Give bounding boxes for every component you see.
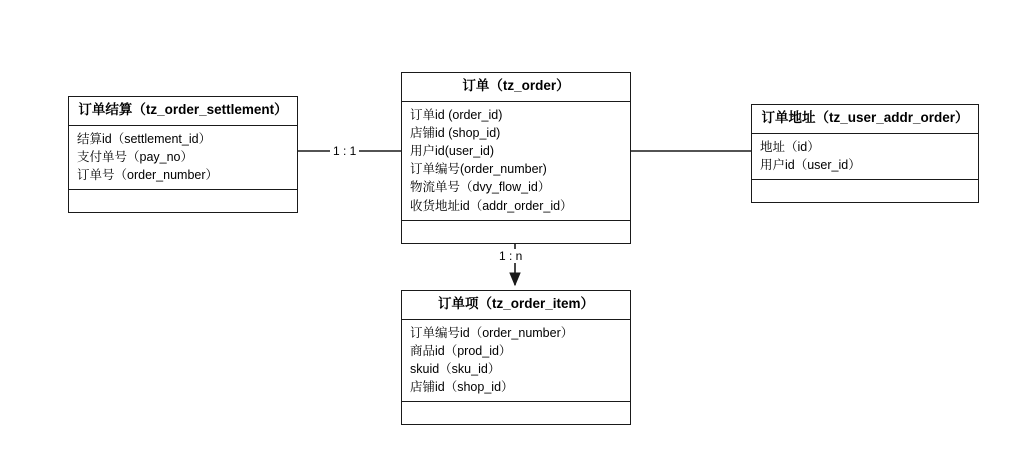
entity-attribute: skuid（sku_id） (410, 362, 501, 377)
entity-attribute: 物流单号（dvy_flow_id） (410, 180, 551, 195)
relation-label-order-item: 1 : n (496, 249, 525, 263)
entity-attribute: 用户id(user_id) (410, 144, 495, 159)
entity-attribute-list (402, 320, 630, 403)
entity-footer (402, 402, 630, 424)
entity-order-settlement[interactable] (68, 96, 298, 213)
entity-attribute: 用户id（user_id） (760, 158, 861, 172)
entity-user-addr-order[interactable] (751, 104, 979, 203)
entity-attribute: 订单编号id（order_number） (410, 325, 574, 340)
entity-attribute: 订单id (order_id) (410, 107, 503, 122)
entity-attribute: 收货地址id（addr_order_id） (410, 198, 573, 213)
entity-attribute: 地址（id） (760, 139, 820, 154)
entity-order[interactable] (401, 72, 631, 244)
entity-attribute: 店铺id（shop_id） (410, 380, 514, 395)
entity-title: 订单项（tz_order_item） (402, 291, 630, 320)
entity-title: 订单结算（tz_order_settlement） (69, 97, 297, 126)
entity-attribute: 店铺id (shop_id) (410, 126, 501, 140)
entity-attribute: 商品id（prod_id） (410, 344, 512, 358)
entity-title: 订单（tz_order） (402, 73, 630, 102)
entity-attribute: 订单号（order_number） (77, 168, 219, 183)
entity-title: 订单地址（tz_user_addr_order） (752, 105, 978, 134)
entity-attribute-list (752, 134, 978, 180)
entity-attribute-list (69, 126, 297, 190)
entity-footer (752, 180, 978, 202)
entity-attribute: 结算id（settlement_id） (77, 131, 212, 146)
entity-footer (69, 190, 297, 212)
relation-label-settlement-order: 1 : 1 (330, 144, 359, 158)
entity-attribute: 支付单号（pay_no） (77, 150, 194, 164)
entity-attribute: 订单编号(order_number) (410, 162, 547, 177)
entity-footer (402, 221, 630, 243)
entity-order-item[interactable] (401, 290, 631, 425)
entity-attribute-list (402, 102, 630, 221)
